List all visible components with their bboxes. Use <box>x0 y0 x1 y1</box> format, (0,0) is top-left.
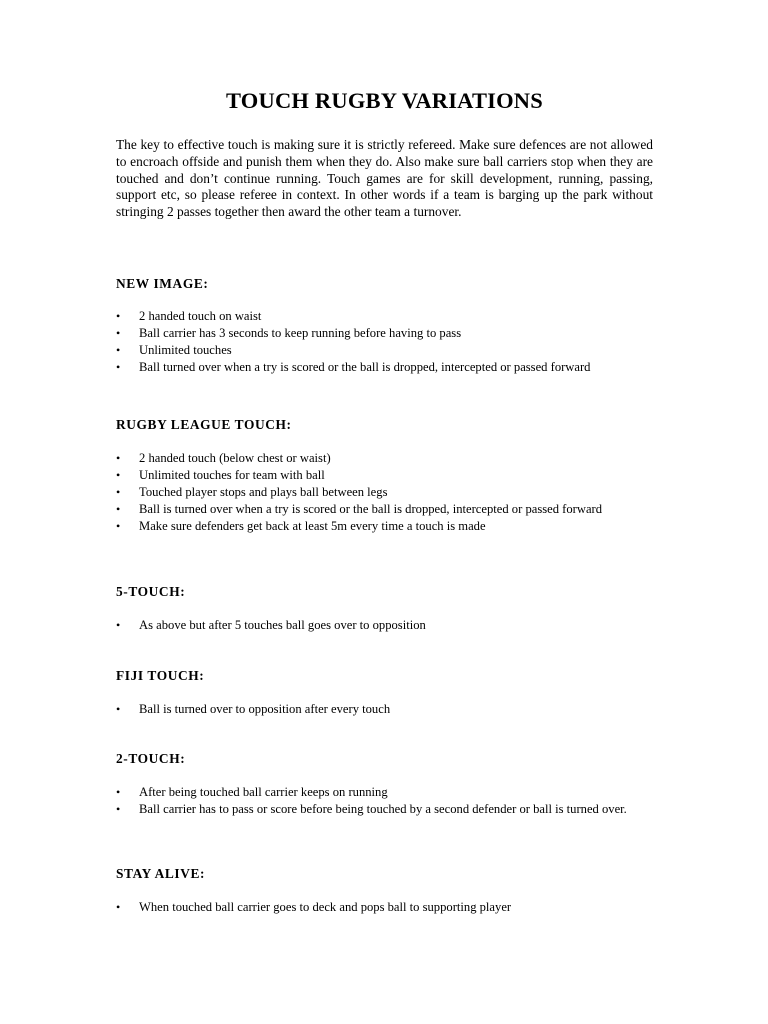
list-item-text: Ball turned over when a try is scored or the ball is dropped, intercepted or passed forward <box>139 360 591 374</box>
list-item-text: Touched player stops and plays ball between legs <box>139 485 388 499</box>
list-item <box>116 501 653 518</box>
section-heading: FIJI TOUCH: <box>116 668 205 683</box>
list-item-text: Unlimited touches for team with ball <box>139 468 325 482</box>
section-heading: RUGBY LEAGUE TOUCH: <box>116 417 292 432</box>
section-heading: STAY ALIVE: <box>116 866 206 881</box>
bullet-icon: • <box>116 485 121 499</box>
bullet-icon: • <box>116 309 121 323</box>
bullet-list <box>116 450 653 535</box>
list-item-text: 2 handed touch on waist <box>139 309 262 323</box>
list-item <box>116 467 653 484</box>
bullet-icon: • <box>116 519 121 533</box>
list-item <box>116 801 653 818</box>
list-item <box>116 617 653 634</box>
bullet-icon: • <box>116 468 121 482</box>
bullet-icon: • <box>116 618 121 632</box>
list-item <box>116 484 653 501</box>
list-item <box>116 359 653 376</box>
bullet-icon: • <box>116 900 121 914</box>
bullet-icon: • <box>116 343 121 357</box>
bullet-icon: • <box>116 360 121 374</box>
document-title: TOUCH RUGBY VARIATIONS <box>226 88 543 113</box>
bullet-icon: • <box>116 702 121 716</box>
list-item-text: Unlimited touches <box>139 343 232 357</box>
list-item <box>116 325 653 342</box>
bullet-icon: • <box>116 502 121 516</box>
list-item <box>116 342 653 359</box>
list-item-text: As above but after 5 touches ball goes over to opposition <box>139 618 426 632</box>
bullet-list <box>116 899 653 916</box>
list-item <box>116 518 653 535</box>
bullet-icon: • <box>116 326 121 340</box>
section-new-image <box>116 276 653 376</box>
intro-paragraph: The key to effective touch is making sure it is strictly refereed. Make sure defences are not allowed to encroach offside and punish them when they do. Also make sure ball carriers stop when they are touched and don’t continue running. Touch games are for skill development, running, passing, support etc, so please referee in context. In other words if a team is barging up the park without stringing 2 passes together then award the other team a turnover. <box>116 137 653 220</box>
section-5-touch <box>116 584 653 634</box>
section-heading: 2-TOUCH: <box>116 751 186 766</box>
list-item-text: 2 handed touch (below chest or waist) <box>139 451 331 465</box>
list-item-text: Ball carrier has 3 seconds to keep running before having to pass <box>139 326 462 340</box>
bullet-list <box>116 784 653 818</box>
list-item <box>116 899 653 916</box>
list-item <box>116 450 653 467</box>
section-fiji-touch <box>116 668 653 718</box>
list-item-text: Ball is turned over to opposition after every touch <box>139 702 391 716</box>
bullet-icon: • <box>116 451 121 465</box>
list-item-text: After being touched ball carrier keeps on running <box>139 785 388 799</box>
bullet-list <box>116 308 653 376</box>
section-stay-alive <box>116 866 653 916</box>
bullet-icon: • <box>116 785 121 799</box>
list-item-text: Ball carrier has to pass or score before being touched by a second defender or ball is turned over. <box>139 802 627 816</box>
bullet-list <box>116 701 653 718</box>
section-2-touch <box>116 751 653 818</box>
section-heading: 5-TOUCH: <box>116 584 186 599</box>
section-rugby-league-touch <box>116 417 653 535</box>
bullet-icon: • <box>116 802 121 816</box>
list-item-text: When touched ball carrier goes to deck and pops ball to supporting player <box>139 900 512 914</box>
list-item <box>116 308 653 325</box>
list-item <box>116 784 653 801</box>
list-item-text: Ball is turned over when a try is scored or the ball is dropped, intercepted or passed forward <box>139 502 603 516</box>
list-item <box>116 701 653 718</box>
bullet-list <box>116 617 653 634</box>
list-item-text: Make sure defenders get back at least 5m every time a touch is made <box>139 519 486 533</box>
section-heading: NEW IMAGE: <box>116 276 209 291</box>
